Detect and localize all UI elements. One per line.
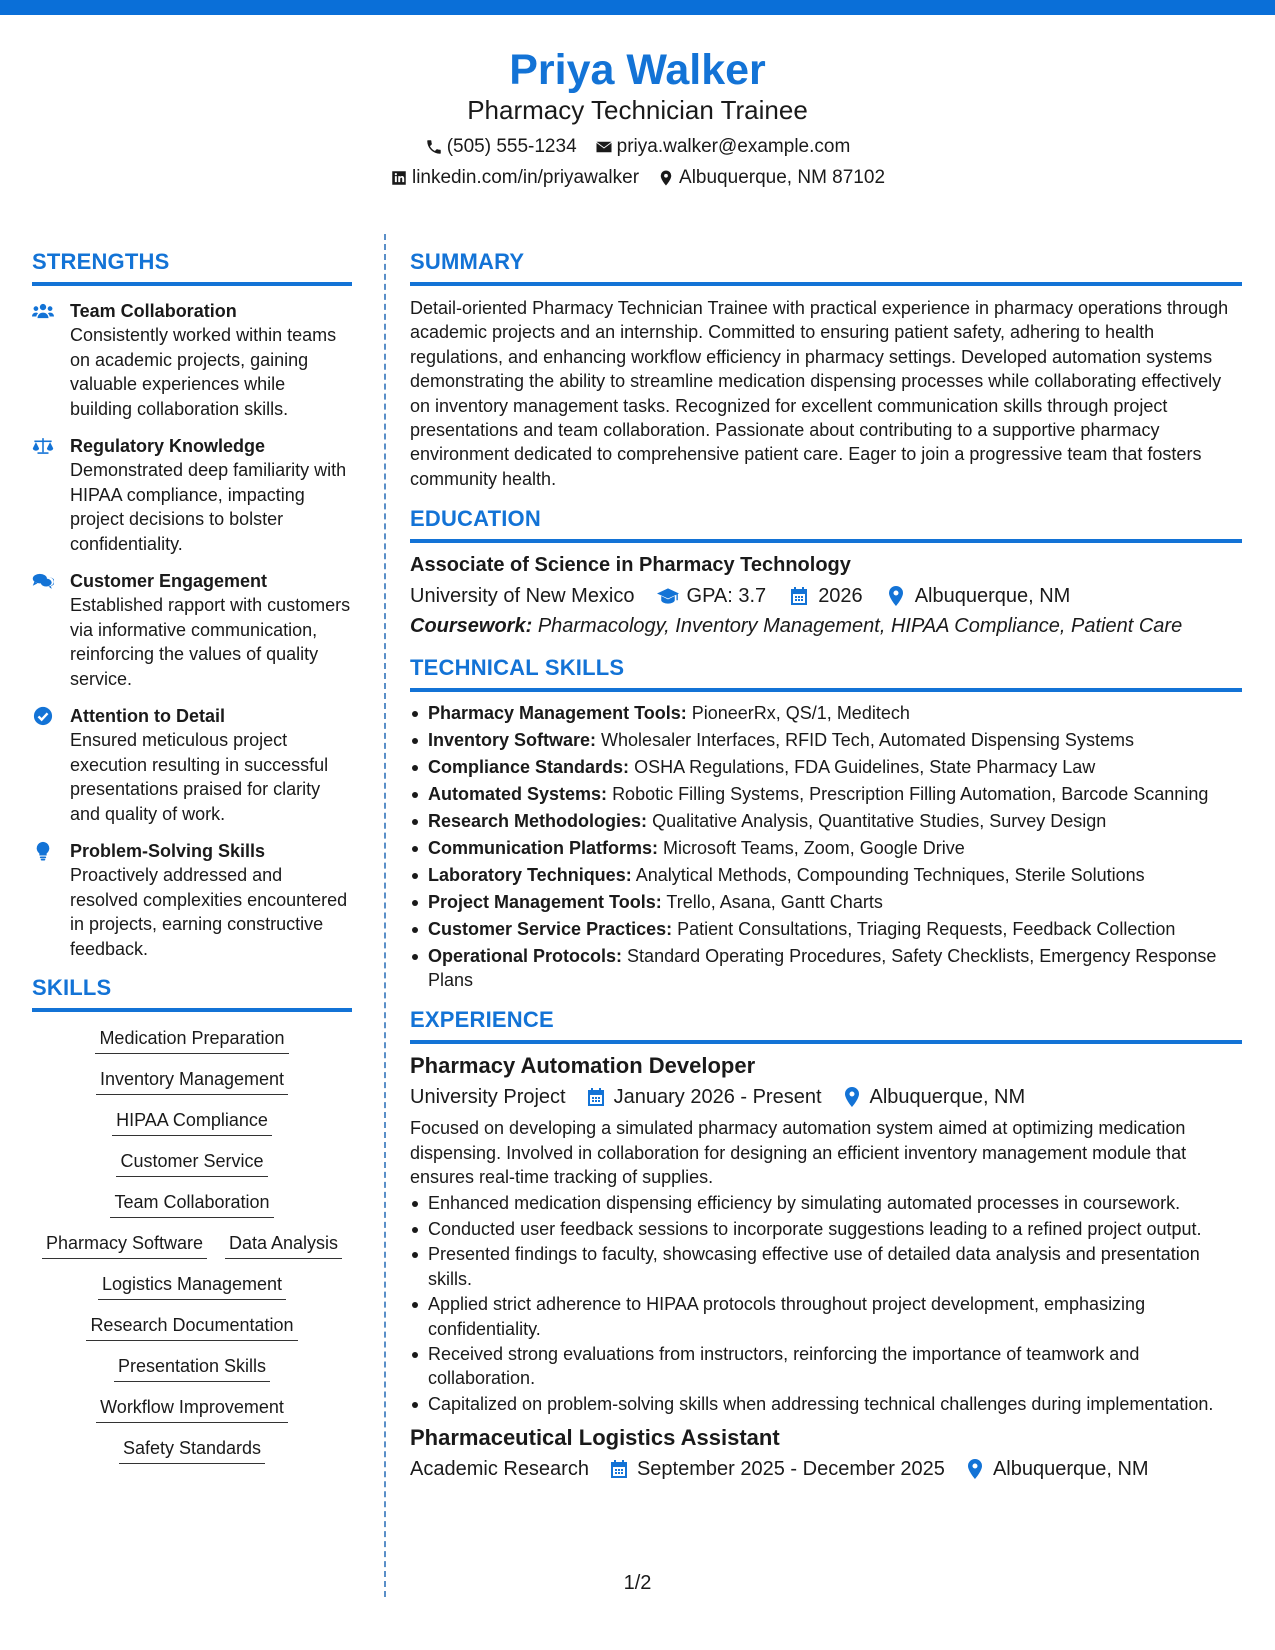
list-item [410,890,1242,914]
tech-skill-value: Robotic Filling Systems, Prescription Filling Automation, Barcode Scanning [612,784,1209,805]
skill-tag: Medication Preparation [95,1026,288,1054]
job-title: Pharmaceutical Logistics Assistant [410,1425,780,1451]
job-description: Focused on developing a simulated pharmacy automation system aimed at optimizing medication dispensing. Involved in collaboration for designing an efficient inventory management module that ensures real-time tracking of supplies. [410,1118,1187,1188]
left-column [32,248,352,1477]
map-pin-icon [885,586,907,606]
job-org: Academic Research [410,1458,589,1481]
skill-row [112,1108,272,1136]
tech-skill-value: OSHA Regulations, FDA Guidelines, State Pharmacy Law [634,757,1096,778]
linkedin-icon [390,169,408,187]
scale-icon [32,436,54,456]
job-entry [410,1052,1242,1416]
list-item [410,755,1242,779]
skill-row [96,1395,288,1423]
experience-heading: EXPERIENCE [410,1007,554,1033]
skill-row [110,1190,273,1218]
job-meta [410,1083,1242,1111]
strength-item [32,434,352,556]
tech-skill-label: Pharmacy Management Tools: [428,703,687,724]
strength-desc: Consistently worked within teams on academic projects, gaining valuable experiences while building collaboration skills. [70,325,337,419]
envelope-icon [595,138,613,156]
contact-phone [425,135,577,159]
coursework-label: Coursework: [410,615,533,638]
summary-rule [410,282,1242,286]
calendar-icon [609,1459,629,1479]
strength-desc: Established rapport with customers via informative communication, reinforcing the values of quality service. [70,595,351,689]
skill-tag: HIPAA Compliance [112,1108,272,1136]
skill-row [95,1026,288,1054]
technical-skills-list [410,701,1242,992]
tech-skill-value: Wholesaler Interfaces, RFID Tech, Automated Dispensing Systems [601,730,1134,751]
contact-location [657,166,885,190]
skill-tag: Inventory Management [96,1067,288,1095]
strength-title: Customer Engagement [70,571,268,591]
strength-desc: Demonstrated deep familiarity with HIPAA compliance, impacting project decisions to bolster confidentiality. [70,460,347,554]
summary-section [410,248,1242,491]
experience-section [410,1006,1242,1483]
tech-skill-value: PioneerRx, QS/1, Meditech [691,703,910,724]
education-rule [410,539,1242,543]
tech-skill-value: Patient Consultations, Triaging Requests, Feedback Collection [677,919,1176,940]
list-item [410,917,1242,941]
candidate-name: Priya Walker [509,46,766,94]
map-pin-icon [965,1459,985,1479]
skill-row [86,1313,297,1341]
technical-skills-heading: TECHNICAL SKILLS [410,655,625,681]
education-section [410,505,1242,640]
skill-row [96,1067,288,1095]
skill-tag: Logistics Management [98,1272,286,1300]
coursework-list: Pharmacology, Inventory Management, HIPAA Compliance, Patient Care [537,615,1183,638]
chat-icon [32,571,54,591]
job-dates: January 2026 - Present [613,1086,822,1109]
gpa-text: GPA: 3.7 [686,585,767,608]
skill-row [42,1231,342,1259]
column-divider [384,234,386,1597]
strength-item [32,569,352,691]
right-column [410,248,1242,1483]
location-text: Albuquerque, NM 87102 [679,167,886,188]
resume-header [0,44,1275,190]
list-item: Conducted user feedback sessions to incorporate suggestions leading to a refined project output. [410,1217,1242,1241]
strength-title: Problem-Solving Skills [70,841,266,861]
education-heading: EDUCATION [410,506,541,532]
check-circle-icon [32,706,54,726]
top-accent-bar [0,0,1275,15]
tech-skill-label: Automated Systems: [428,784,608,805]
calendar-icon [586,1087,606,1107]
strength-item [32,839,352,961]
skill-row [119,1436,265,1464]
strengths-list [32,299,352,961]
job-location: Albuquerque, NM [992,1458,1149,1481]
tech-skill-value: Standard Operating Procedures, Safety Checklists, Emergency Response Plans [428,946,1217,991]
experience-rule [410,1040,1242,1044]
strengths-heading: STRENGTHS [32,249,170,274]
skill-tag: Research Documentation [86,1313,297,1341]
skill-row [116,1149,267,1177]
calendar-icon [788,586,810,606]
tech-skill-label: Research Methodologies: [428,811,648,832]
strengths-section [32,248,352,961]
skill-tag: Pharmacy Software [42,1231,207,1259]
job-org: University Project [410,1086,566,1109]
list-item [410,701,1242,725]
page-number: 1/2 [623,1572,652,1594]
tech-skill-label: Operational Protocols: [428,946,623,967]
tech-skill-value: Qualitative Analysis, Quantitative Studies, Survey Design [652,811,1107,832]
tech-skill-label: Laboratory Techniques: [428,865,632,886]
strength-desc: Proactively addressed and resolved complexities encountered in projects, earning constructive feedback. [70,865,348,959]
education-meta [410,582,1242,610]
summary-heading: SUMMARY [410,249,525,274]
users-icon [32,301,54,321]
tech-skill-value: Analytical Methods, Compounding Techniques, Sterile Solutions [635,865,1145,886]
tech-skill-label: Inventory Software: [428,730,597,751]
list-item [410,728,1242,752]
list-item [410,836,1242,860]
job-dates: September 2025 - December 2025 [636,1458,945,1481]
list-item: Capitalized on problem-solving skills when addressing technical challenges during implementation. [410,1392,1242,1416]
job-title: Pharmacy Automation Developer [410,1053,756,1079]
phone-text: (505) 555-1234 [446,136,577,157]
list-item [410,863,1242,887]
skill-row [98,1272,286,1300]
skill-row [114,1354,270,1382]
job-location: Albuquerque, NM [869,1086,1026,1109]
graduation-cap-icon [657,586,679,606]
technical-skills-rule [410,688,1242,692]
grad-year: 2026 [818,585,863,608]
contact-email[interactable] [595,135,851,159]
strength-item [32,704,352,826]
skills-section [32,974,352,1477]
skills-list [32,1026,352,1477]
tech-skill-value: Microsoft Teams, Zoom, Google Drive [663,838,965,859]
candidate-role: Pharmacy Technician Trainee [467,95,808,125]
strength-item [32,299,352,421]
contact-linkedin[interactable] [390,166,639,190]
strength-desc: Ensured meticulous project execution resulting in successful presentations praised for clarity and quality of work. [70,730,329,824]
lightbulb-icon [32,841,54,861]
list-item: Received strong evaluations from instructors, reinforcing the importance of teamwork and collaboration. [410,1342,1242,1391]
coursework-line [410,612,1242,640]
linkedin-text[interactable]: linkedin.com/in/priyawalker [411,167,640,188]
list-item: Enhanced medication dispensing efficiency by simulating automated processes in coursework. [410,1191,1242,1215]
skill-tag: Team Collaboration [110,1190,273,1218]
list-item: Applied strict adherence to HIPAA protocols throughout project development, emphasizing confidentiality. [410,1292,1242,1341]
list-item: Presented findings to faculty, showcasing effective use of detailed data analysis and presentation skills. [410,1242,1242,1291]
skills-rule [32,1008,352,1012]
school-name: University of New Mexico [410,585,635,608]
skill-tag: Data Analysis [225,1231,342,1259]
job-entry [410,1424,1242,1483]
strength-title: Team Collaboration [70,301,237,321]
skill-tag: Presentation Skills [114,1354,270,1382]
technical-skills-section [410,654,1242,992]
list-item [410,809,1242,833]
skill-tag: Safety Standards [119,1436,265,1464]
strength-title: Regulatory Knowledge [70,436,266,456]
tech-skill-label: Customer Service Practices: [428,919,673,940]
contact-row-1 [0,135,1275,159]
tech-skill-label: Compliance Standards: [428,757,630,778]
job-meta [410,1455,1242,1483]
strengths-rule [32,282,352,286]
education-location: Albuquerque, NM [914,585,1071,608]
phone-icon [425,138,443,156]
email-text[interactable]: priya.walker@example.com [616,136,851,157]
summary-text: Detail-oriented Pharmacy Technician Trainee with practical experience in pharmacy operations through academic projects and an internship. Committed to ensuring patient safety, adhering to health regulations, and enhancing workflow efficiency in pharmacy settings. Developed automation systems demonstrating the ability to streamline medication dispensing processes while collaborating effectively on inventory management tasks. Recognized for excellent communication skills through project presentations and team collaboration. Passionate about contributing to a supportive pharmacy environment dedicated to comprehensive patient care. Eager to join a progressive team that fosters community health. [410,298,1229,489]
job-bullets [410,1191,1242,1416]
contact-row-2 [0,166,1275,190]
map-pin-icon [657,169,675,187]
skills-heading: SKILLS [32,975,112,1000]
tech-skill-label: Communication Platforms: [428,838,659,859]
tech-skill-label: Project Management Tools: [428,892,662,913]
list-item [410,782,1242,806]
skill-tag: Workflow Improvement [96,1395,288,1423]
map-pin-icon [842,1087,862,1107]
strength-title: Attention to Detail [70,706,225,726]
list-item [410,944,1242,992]
tech-skill-value: Trello, Asana, Gantt Charts [666,892,883,913]
degree-title: Associate of Science in Pharmacy Technology [410,554,851,577]
skill-tag: Customer Service [116,1149,267,1177]
